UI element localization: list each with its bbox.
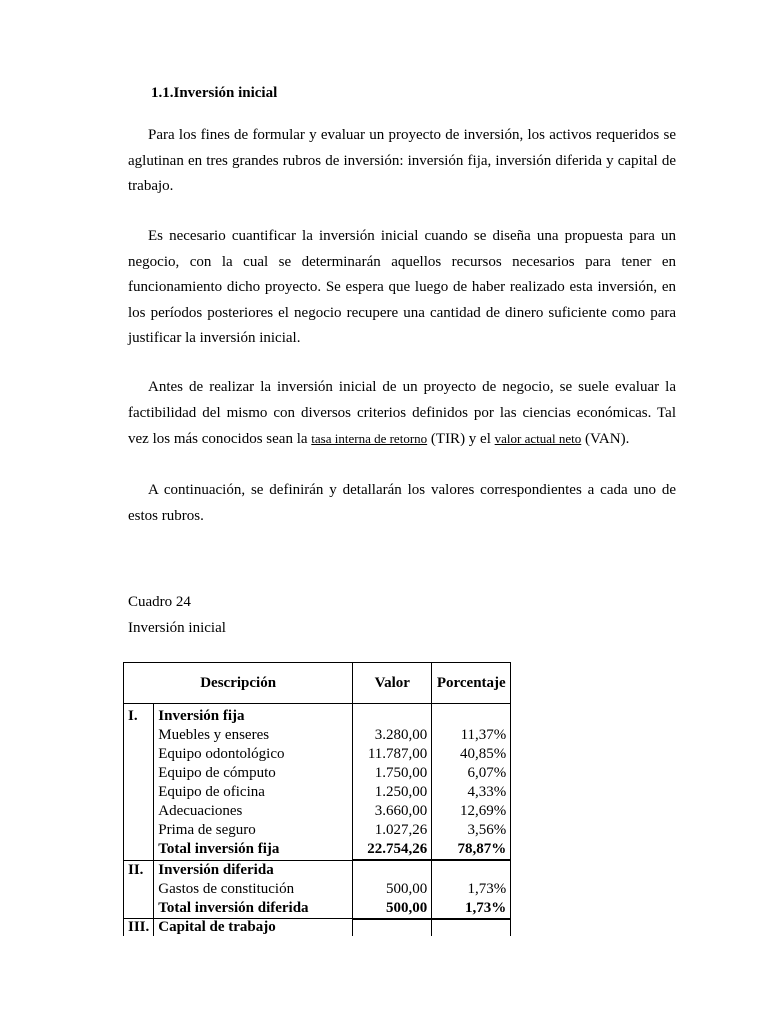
link-van[interactable]: valor actual neto [494, 431, 582, 446]
item-percent: 3,56% [432, 821, 511, 840]
section-heading: 1.1.Inversión inicial [151, 85, 278, 101]
item-label: Gastos de constitución [154, 880, 353, 899]
item-value: 500,00 [353, 880, 432, 899]
paragraph-1: Para los fines de formular y evaluar un proyecto de inversión, los activos requeridos se aglutinan en tres grandes rubros de inversión: inversión fija, inversión diferida y capital de trabajo. [128, 127, 676, 194]
paragraph-2: Es necesario cuantificar la inversión inicial cuando se diseña una propuesta para un negocio, con la cual se determinarán aquellos recursos necesarios para tener en funcionamiento dicho proyecto. Se espera que luego de haber realizado esta inversión, en los períodos posteriores el negocio recupere una cantidad de dinero suficiente como para justificar la inversión inicial. [128, 228, 676, 346]
table-row [124, 726, 511, 745]
header-description: Descripción [124, 663, 353, 704]
section-title: Capital de trabajo [154, 919, 353, 936]
header-value: Valor [353, 663, 432, 704]
item-percent: 1,73% [432, 880, 511, 899]
total-row-deferred [124, 899, 511, 919]
table-row [124, 802, 511, 821]
section-title: Inversión fija [154, 704, 353, 727]
item-percent: 12,69% [432, 802, 511, 821]
item-percent: 4,33% [432, 783, 511, 802]
section-title: Inversión diferida [154, 860, 353, 880]
total-percent: 1,73% [432, 899, 511, 919]
total-label: Total inversión diferida [154, 899, 353, 919]
table-caption-number: Cuadro 24 [128, 594, 191, 610]
section-value [353, 704, 432, 727]
item-value: 1.250,00 [353, 783, 432, 802]
total-value: 500,00 [353, 899, 432, 919]
section-numeral: III. [124, 919, 154, 936]
item-value: 3.280,00 [353, 726, 432, 745]
item-value: 3.660,00 [353, 802, 432, 821]
paragraph-4: A continuación, se definirán y detallarán los valores correspondientes a cada uno de estos rubros. [128, 482, 676, 524]
item-label: Adecuaciones [154, 802, 353, 821]
total-value: 22.754,26 [353, 840, 432, 860]
item-label: Equipo odontológico [154, 745, 353, 764]
item-label: Prima de seguro [154, 821, 353, 840]
item-percent: 6,07% [432, 764, 511, 783]
paragraph-3 [128, 375, 676, 453]
total-label: Total inversión fija [154, 840, 353, 860]
section-row-deferred [124, 860, 511, 880]
item-value: 1.750,00 [353, 764, 432, 783]
section-row-working-capital [124, 919, 511, 936]
table-row [124, 745, 511, 764]
item-value: 1.027,26 [353, 821, 432, 840]
item-percent: 11,37% [432, 726, 511, 745]
item-value: 11.787,00 [353, 745, 432, 764]
paragraph-3-text-b: (TIR) y el [427, 431, 495, 447]
item-percent: 40,85% [432, 745, 511, 764]
item-label: Equipo de cómputo [154, 764, 353, 783]
table-row [124, 880, 511, 899]
section-numeral: I. [124, 704, 154, 727]
table-caption-title: Inversión inicial [128, 620, 226, 636]
paragraph-3-text-c: (VAN). [581, 431, 630, 447]
paragraph-3-text-a: Antes de realizar la inversión inicial de un proyecto de negocio, se suele evaluar la factibilidad del mismo con diversos criterios definidos por las ciencias económicas. Tal vez los más conocidos sean la [128, 379, 676, 447]
link-tir[interactable]: tasa interna de retorno [311, 431, 428, 446]
table-header-row [124, 663, 511, 704]
investment-table [123, 662, 511, 936]
section-percent [432, 704, 511, 727]
section-numeral: II. [124, 860, 154, 880]
section-row-fixed [124, 704, 511, 727]
table-row [124, 764, 511, 783]
table-row [124, 783, 511, 802]
item-label: Muebles y enseres [154, 726, 353, 745]
header-percent: Porcentaje [432, 663, 511, 704]
total-row-fixed [124, 840, 511, 860]
table-row [124, 821, 511, 840]
total-percent: 78,87% [432, 840, 511, 860]
item-label: Equipo de oficina [154, 783, 353, 802]
